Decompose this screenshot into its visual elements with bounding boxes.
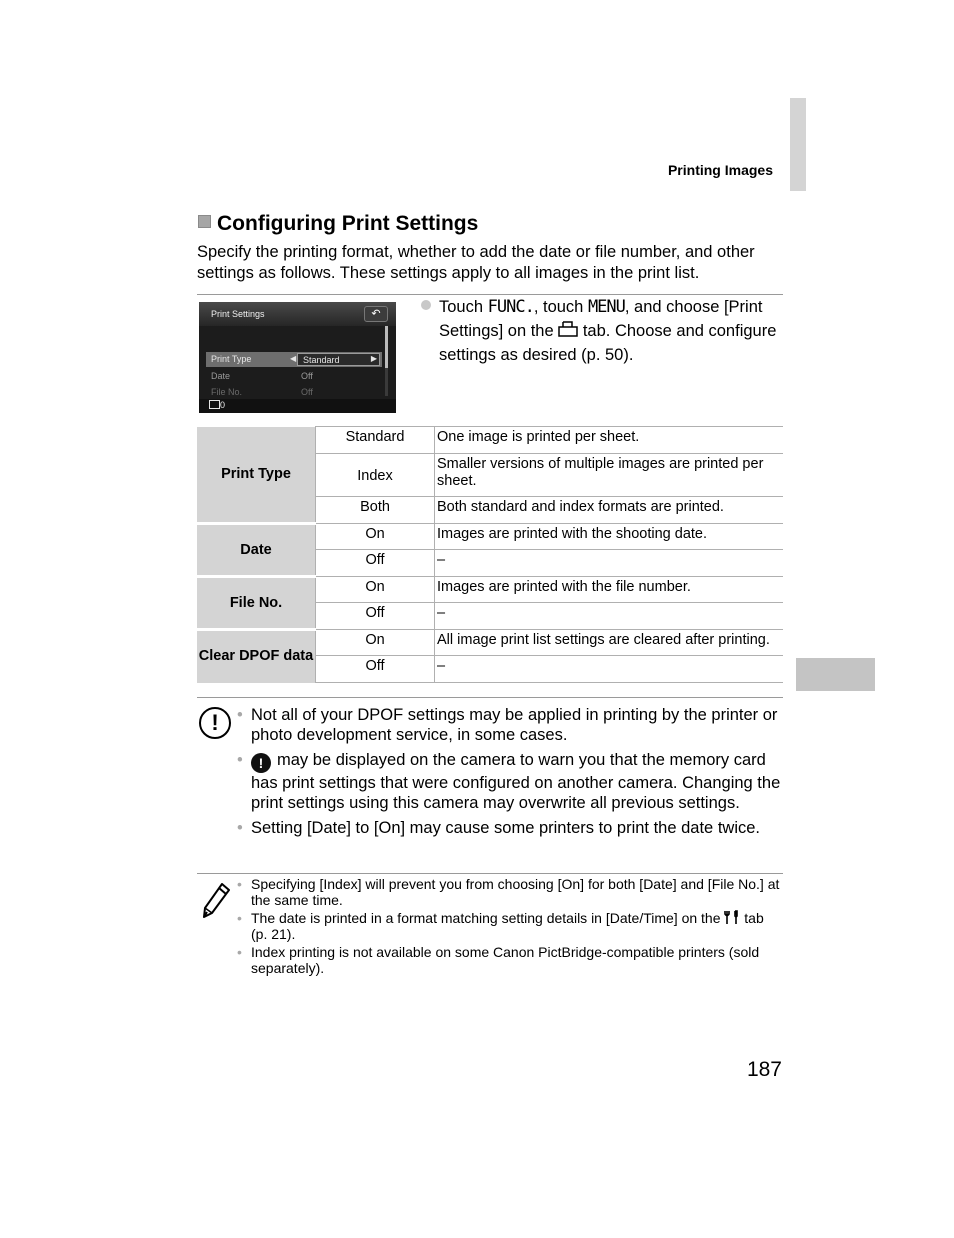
camera-row-print-type [206,352,382,367]
option-cell: Off [316,603,435,630]
description-cell: – [435,550,784,577]
memo-item: • Specifying [Index] will prevent you from choosing [On] for both [Date] and [File No.] at the same time. [237,876,782,908]
description-cell: – [435,656,784,683]
running-head: Printing Images [667,162,773,178]
memo-item: • Index printing is not available on some Canon PictBridge-compatible printers (sold separately). [237,944,782,976]
description-cell: Both standard and index formats are printed. [435,497,784,524]
instruction-part: tab. Choose and configure settings as desired (p. 50). [439,322,777,364]
section-title-square-icon [198,215,211,228]
divider-caution [197,697,783,698]
memo-item [237,910,782,942]
option-cell: Off [316,550,435,577]
divider-memo [197,873,783,874]
category-print-type: Print Type [197,427,316,524]
category-clear-dpof: Clear DPOF data [197,630,316,683]
option-cell: Index [316,454,435,497]
caution-item: • Setting [Date] to [On] may cause some printers to print the date twice. [237,818,782,838]
print-queue-icon [209,400,220,409]
camera-row-label: Date [211,371,231,381]
camera-row-label: Print Type [211,354,252,364]
caution-icon: ! [199,707,231,739]
description-cell: Smaller versions of multiple images are printed per sheet. [435,454,784,497]
camera-scrollbar-thumb [385,326,388,368]
page-number: 187 [746,1058,782,1081]
instruction-part: , and choose [Print Settings] on the [439,298,763,340]
camera-row-file-no [206,385,382,400]
camera-row-value: Standard [303,355,340,365]
camera-row-value: Off [301,371,313,381]
option-cell: Standard [316,427,435,454]
instruction-part: Touch [439,298,488,316]
option-cell: Both [316,497,435,524]
tools-tab-icon [724,910,740,925]
camera-screen-footer [199,399,396,413]
camera-screen-title: Print Settings [211,309,265,319]
description-cell: One image is printed per sheet. [435,427,784,454]
print-tab-icon [558,321,578,338]
caution-item: • Not all of your DPOF settings may be applied in printing by the printer or photo development service, in some cases. [237,705,782,745]
option-cell: On [316,630,435,656]
option-cell: Off [316,656,435,683]
step-bullet-icon [421,300,431,310]
section-intro: Specify the printing format, whether to add the date or file number, and other settings as follows. These settings apply to all images in the print list. [197,243,755,282]
option-cell: On [316,577,435,603]
print-settings-table [197,426,783,683]
category-date: Date [197,524,316,577]
caution-notes [237,705,782,843]
menu-button-label: MENU [587,297,625,317]
description-cell: Images are printed with the file number. [435,577,784,603]
print-count [209,400,225,410]
camera-row-value: Off [301,387,313,397]
description-cell: – [435,603,784,630]
memo-item-text: The date is printed in a format matching setting details in [Date/Time] on the [251,910,725,926]
camera-row-label: File No. [211,387,243,397]
side-marker-bar [790,98,806,191]
chapter-tab-marker [796,658,875,691]
print-count-value: 0 [220,400,226,410]
category-file-no: File No. [197,577,316,630]
func-button-label: FUNC. [487,297,534,317]
caution-item-text: may be displayed on the camera to warn you that the memory card has print settings that were configured on another camera. Changing the print settings using this camera may overwrite all previous settings. [251,751,781,812]
memo-notes [237,876,782,978]
caution-item [237,750,782,813]
right-arrow-icon: ▶ [370,354,377,363]
section-title: Configuring Print Settings [217,212,479,235]
camera-screen-image [199,302,396,413]
camera-row-date [206,369,382,384]
description-cell: Images are printed with the shooting date. [435,524,784,550]
left-arrow-icon: ◀ [290,354,297,363]
instruction-text [439,295,779,367]
instruction-part: , touch [533,298,588,316]
memo-item-text: tab (p. 21). [251,910,764,942]
option-cell: On [316,524,435,550]
back-arrow-icon: ↶ [364,306,388,322]
memo-pencil-icon [200,880,232,920]
camera-value-selector [290,353,380,366]
description-cell: All image print list settings are cleared after printing. [435,630,784,656]
warning-badge-icon: ! [251,753,271,773]
